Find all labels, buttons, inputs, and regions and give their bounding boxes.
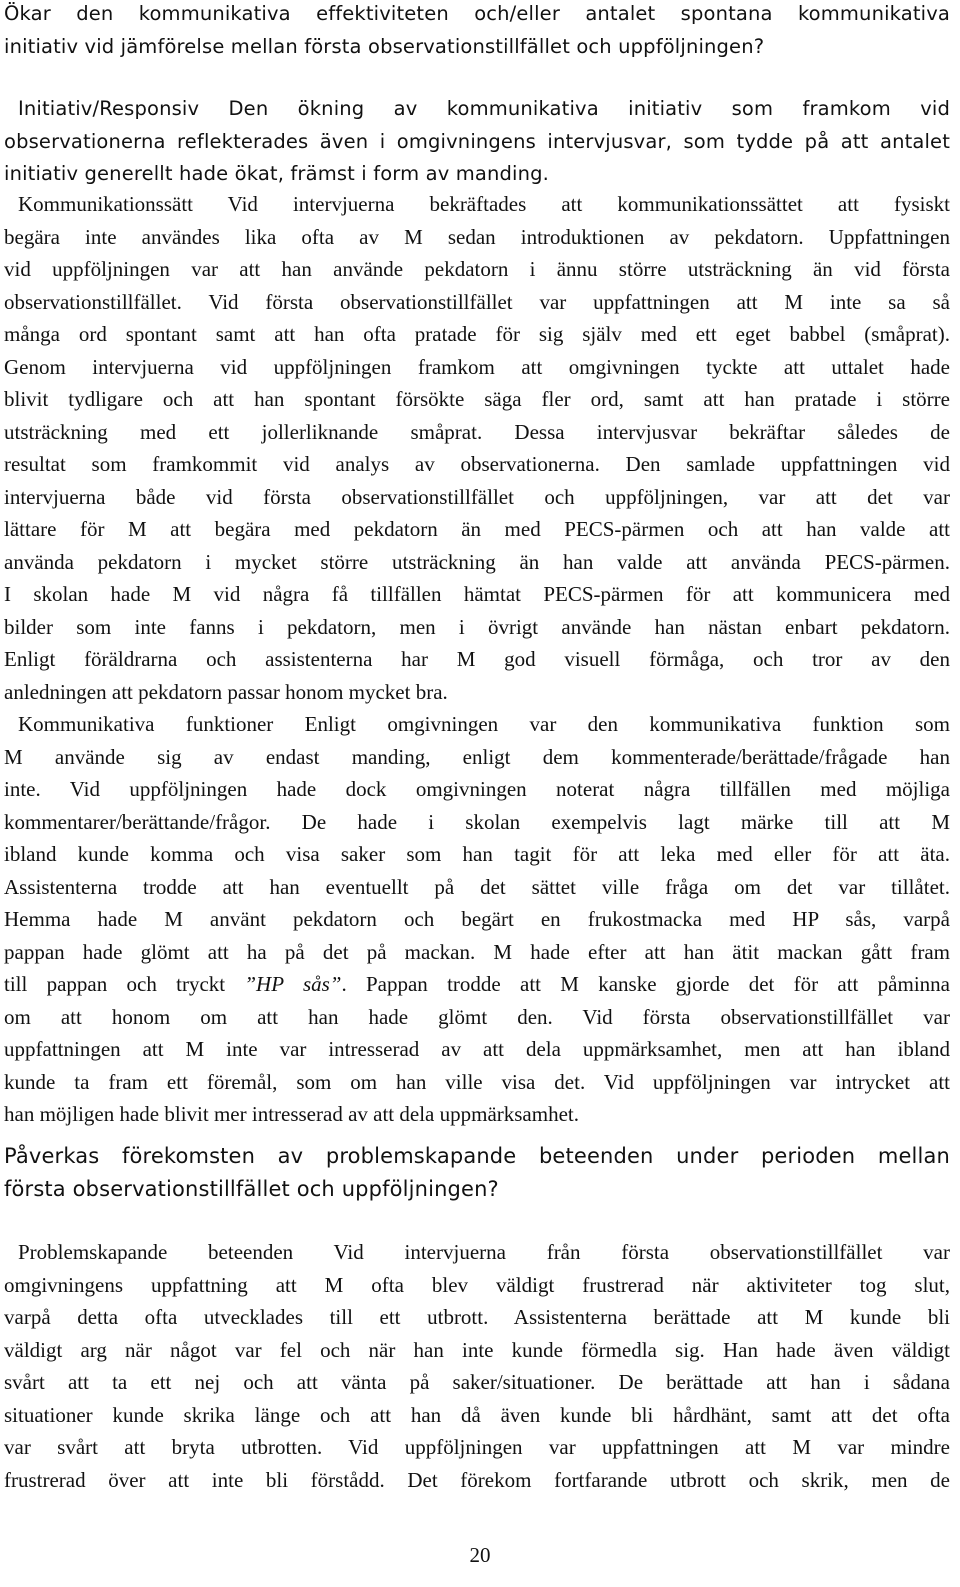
text-line: Genom intervjuerna vid uppföljningen framkom att omgivningen tyckte att uttalet hade bbox=[4, 354, 950, 379]
text-line: situationer kunde skrika länge och att han då även kunde bli hårdhänt, samt att det ofta bbox=[4, 1402, 950, 1427]
text-line: lättare för M att begära med pekdatorn än med PECS-pärmen och att han valde att bbox=[4, 517, 950, 541]
problem-paragraph bbox=[4, 1236, 950, 1496]
text-line: inte. Vid uppföljningen hade dock omgivningen noterat några tillfällen med möjliga bbox=[4, 777, 950, 801]
heading-line: Påverkas förekomsten av problemskapande beteenden under perioden mellan bbox=[4, 1144, 950, 1168]
text-line: initiativ vid jämförelse mellan första observationstillfället och uppföljningen? bbox=[4, 34, 765, 58]
text-line: bilder som inte fanns i pekdatorn, men i övrigt använde han nästan enbart pekdatorn. bbox=[4, 614, 950, 639]
text-line: vid uppföljningen var att han använde pekdatorn i ännu större utsträckning än vid första bbox=[4, 257, 950, 281]
text-line: I skolan hade M vid några få tillfällen hämtat PECS-pärmen för att kommunicera med bbox=[4, 582, 950, 606]
text-line: väldigt arg när något var fel och när han inte kunde förmedla sig. Han hade även väldigt bbox=[4, 1337, 950, 1362]
text-line: initiativ generellt hade ökat, främst i form av manding. bbox=[4, 162, 549, 185]
text-line: Kommunikationssätt Vid intervjuerna bekräftades att kommunikationssättet att fysiskt bbox=[18, 192, 950, 216]
text-line: Hemma hade M använt pekdatorn och begärt en frukostmacka med HP sås, varpå bbox=[4, 907, 950, 931]
body-paragraphs bbox=[4, 188, 950, 1131]
text-line: M använde sig av endast manding, enligt dem kommenterade/berättade/frågade han bbox=[4, 744, 950, 769]
heading-line: första observationstillfället och uppföljningen? bbox=[4, 1176, 499, 1201]
text-line: Initiativ/Responsiv Den ökning av kommunikativa initiativ som framkom vid bbox=[18, 97, 950, 120]
text-line: Ökar den kommunikativa effektiviteten och/eller antalet spontana kommunikativa bbox=[4, 2, 950, 25]
text-line: frustrerad över att inte bli förstådd. Det förekom fortfarande utbrott och skrik, men de bbox=[4, 1467, 950, 1492]
text-line: kunde ta fram ett föremål, som om han ville visa det. Vid uppföljningen var intrycket att bbox=[4, 1069, 950, 1094]
text-line: han möjligen hade blivit mer intresserad av att dela uppmärksamhet. bbox=[4, 1102, 579, 1126]
initiativ-paragraph bbox=[4, 93, 950, 191]
text-line: resultat som framkommit vid analys av observationerna. Den samlade uppfattningen vid bbox=[4, 452, 950, 476]
text-line: utsträckning med ett jollerliknande småprat. Dessa intervjusvar bekräftar således de bbox=[4, 419, 950, 444]
text-line: intervjuerna både vid första observationstillfället och uppföljningen, var att det var bbox=[4, 484, 950, 509]
quote-before: till pappan och tryckt bbox=[4, 972, 245, 996]
text-line: observationerna reflekterades även i omgivningens intervjusvar, som tydde på att antalet bbox=[4, 129, 950, 153]
text-line: Kommunikativa funktioner Enligt omgivningen var den kommunikativa funktion som bbox=[18, 712, 950, 736]
text-line: uppfattningen att M inte var intresserad av att dela uppmärksamhet, men att han ibland bbox=[4, 1037, 950, 1061]
text-line: begära inte användes lika ofta av M sedan introduktionen av pekdatorn. Uppfattningen bbox=[4, 224, 950, 249]
text-line: omgivningens uppfattning att M ofta blev väldigt frustrerad när aktiviteter tog slut, bbox=[4, 1272, 950, 1297]
text-line: anledningen att pekdatorn passar honom mycket bra. bbox=[4, 679, 448, 704]
text-line: ibland kunde komma och visa saker som han tagit för att leka med eller för att äta. bbox=[4, 842, 950, 866]
text-line: varpå detta ofta utvecklades till ett utbrott. Assistenterna berättade att M kunde bli bbox=[4, 1305, 950, 1329]
text-line: Enligt föräldrarna och assistenterna har M god visuell förmåga, och tror av den bbox=[4, 647, 950, 671]
text-line: använda pekdatorn i mycket större utsträckning än han valde att använda PECS-pärmen. bbox=[4, 549, 950, 574]
section-heading bbox=[4, 1140, 950, 1205]
quote-after: . Pappan trodde att M kanske gjorde det för att påminna bbox=[341, 972, 950, 996]
intro-question bbox=[4, 0, 950, 63]
quote-italic: ”HP sås” bbox=[244, 972, 342, 996]
text-line: var svårt att bryta utbrotten. Vid uppföljningen var uppfattningen att M var mindre bbox=[4, 1435, 950, 1459]
text-line: Problemskapande beteenden Vid intervjuerna från första observationstillfället var bbox=[18, 1240, 950, 1264]
page-number: 20 bbox=[469, 1543, 491, 1567]
text-line: blivit tydligare och att han spontant försökte säga fler ord, samt att han pratade i större bbox=[4, 387, 950, 411]
text-line: Assistenterna trodde att han eventuellt på det sättet ville fråga om det var tillåtet. bbox=[4, 874, 950, 899]
text-line: om att honom om att han hade glömt den. Vid första observationstillfället var bbox=[4, 1004, 950, 1029]
text-line: många ord spontant samt att han ofta pratade för sig själv med ett eget babbel (småprat). bbox=[4, 322, 950, 346]
text-line: observationstillfället. Vid första observationstillfället var uppfattningen att M inte sa så bbox=[4, 289, 950, 314]
text-line-with-quote bbox=[4, 968, 950, 1001]
text-line: kommentarer/berättande/frågor. De hade i skolan exempelvis lagt märke till att M bbox=[4, 809, 950, 834]
text-line: svårt att ta ett nej och att vänta på saker/situationer. De berättade att han i sådana bbox=[4, 1370, 950, 1394]
text-line: pappan hade glömt att ha på det på mackan. M hade efter att han ätit mackan gått fram bbox=[4, 939, 950, 964]
